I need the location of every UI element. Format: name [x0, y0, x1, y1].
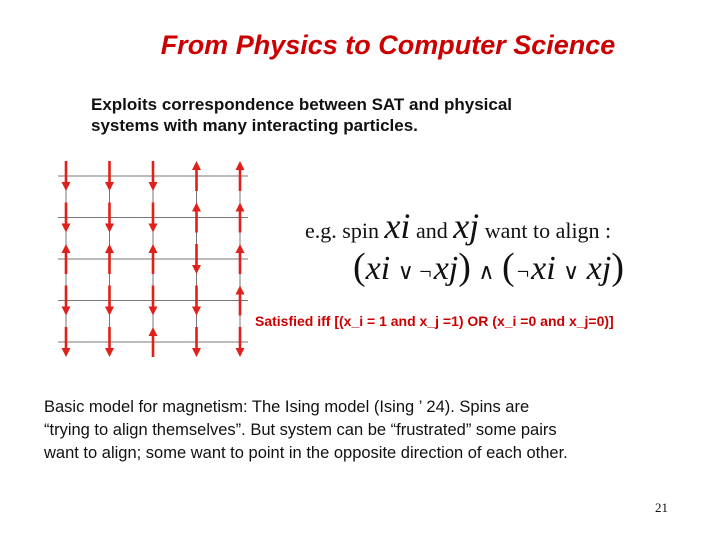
intro-line: Exploits correspondence between SAT and physical: [91, 95, 513, 114]
spin-up-arrow-head: [236, 286, 245, 295]
spin-down-arrow-head: [149, 224, 158, 233]
formula-paren: ): [458, 246, 471, 288]
formula-var-i: xi: [384, 206, 411, 246]
formula-var-j: xj: [453, 206, 480, 246]
ising-description: [44, 396, 568, 465]
formula-op: ∨: [557, 259, 585, 284]
formula-op: ¬: [516, 259, 530, 284]
formula-connector: and: [415, 218, 448, 243]
spin-up-arrow-head: [149, 327, 158, 336]
spin-formula: [300, 205, 700, 295]
spin-down-arrow-head: [192, 307, 201, 316]
formula-var: xi: [531, 250, 556, 287]
formula-paren: ): [611, 246, 624, 288]
spin-up-arrow-head: [62, 244, 71, 253]
spin-up-arrow-head: [236, 244, 245, 253]
formula-line-1: [305, 205, 611, 247]
spin-up-arrow-head: [192, 203, 201, 212]
spin-down-arrow-head: [62, 348, 71, 357]
formula-var: xi: [365, 250, 391, 287]
formula-paren: (: [502, 246, 515, 288]
satisfied-condition: Satisfied iff [(x_i = 1 and x_j =1) OR (x_i =0 and x_j=0)]: [255, 313, 614, 329]
spin-up-arrow-head: [105, 244, 114, 253]
spin-up-arrow-head: [236, 203, 245, 212]
spin-down-arrow-head: [62, 182, 71, 191]
spin-lattice: [40, 160, 265, 360]
formula-prefix: e.g. spin: [305, 218, 379, 243]
spin-down-arrow-head: [192, 265, 201, 274]
description-line: want to align; some want to point in the opposite direction of each other.: [44, 444, 568, 462]
spin-up-arrow-head: [149, 244, 158, 253]
page-number: 21: [655, 500, 668, 515]
spin-down-arrow-head: [105, 224, 114, 233]
intro-line: systems with many interacting particles.: [91, 116, 418, 135]
description-line: “trying to align themselves”. But system can be “frustrated” some pairs: [44, 421, 557, 439]
spin-down-arrow-head: [62, 224, 71, 233]
spin-down-arrow-head: [192, 348, 201, 357]
spin-down-arrow-head: [62, 307, 71, 316]
formula-suffix: want to align :: [484, 218, 612, 243]
spin-up-arrow-head: [236, 161, 245, 170]
description-line: Basic model for magnetism: The Ising model (Ising ’ 24). Spins are: [44, 398, 530, 416]
spin-down-arrow-head: [105, 182, 114, 191]
intro-text: [91, 94, 512, 136]
spin-down-arrow-head: [149, 182, 158, 191]
formula-op: ∨ ¬: [392, 259, 432, 284]
spin-up-arrow-head: [192, 161, 201, 170]
spin-down-arrow-head: [236, 348, 245, 357]
formula-paren: (: [353, 246, 366, 288]
formula-and-op: ∧: [478, 259, 495, 284]
spin-down-arrow-head: [105, 348, 114, 357]
formula-var: xj: [433, 250, 459, 287]
slide-title: From Physics to Computer Science: [160, 30, 616, 60]
formula-line-2: [353, 245, 624, 289]
spin-down-arrow-head: [105, 307, 114, 316]
spin-down-arrow-head: [149, 307, 158, 316]
formula-var: xj: [586, 250, 612, 287]
